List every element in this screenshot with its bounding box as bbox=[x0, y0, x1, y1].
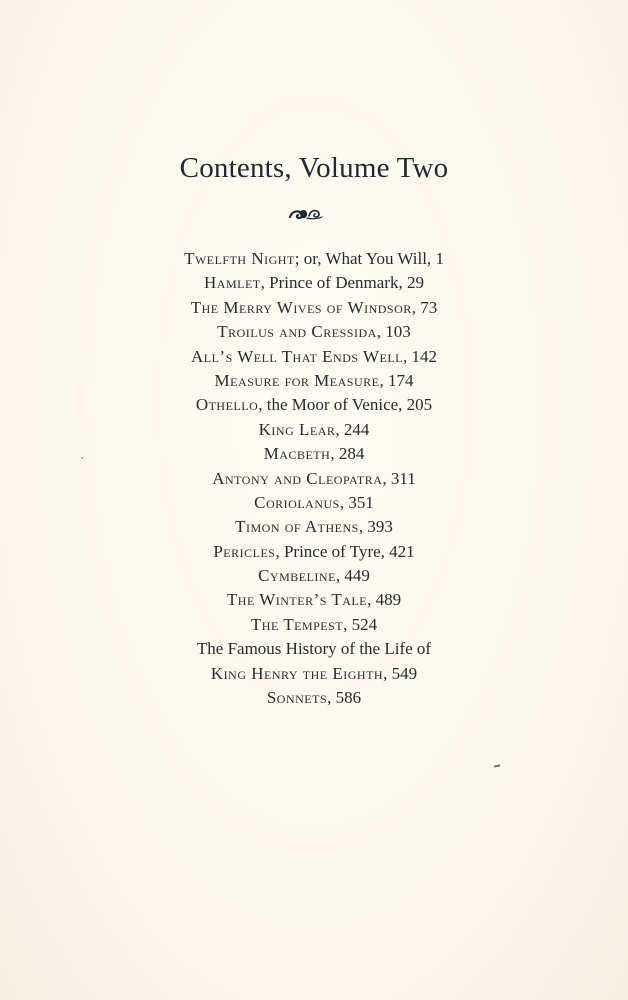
toc-entry-text bbox=[264, 442, 365, 466]
toc-entry bbox=[0, 613, 628, 637]
toc-entry-text bbox=[211, 662, 417, 686]
toc-play-title: King Lear bbox=[258, 419, 336, 439]
toc-title-continuation: , Prince of Denmark, bbox=[260, 273, 407, 293]
toc-title-continuation: ; or, What You Will, bbox=[294, 249, 436, 268]
toc-title-continuation: The Famous History of the Life of bbox=[196, 639, 432, 659]
toc-title-continuation: , bbox=[358, 517, 368, 537]
paper-speck bbox=[81, 457, 83, 459]
toc-title-continuation: , bbox=[376, 322, 386, 342]
toc-entry-text bbox=[258, 564, 370, 588]
toc-page-number: 103 bbox=[385, 322, 411, 342]
toc-title-continuation: , bbox=[339, 492, 349, 512]
toc-title-continuation: , bbox=[383, 663, 392, 683]
toc-page-number: 174 bbox=[387, 370, 414, 390]
toc-page-number: 1 bbox=[435, 249, 444, 268]
toc-entry bbox=[0, 345, 628, 369]
toc-entry bbox=[0, 271, 628, 295]
table-of-contents bbox=[0, 247, 628, 710]
paper-mark bbox=[494, 764, 500, 767]
toc-play-title: Measure for Measure bbox=[214, 370, 380, 390]
toc-entry-text bbox=[191, 296, 438, 320]
toc-play-title: Hamlet bbox=[204, 273, 261, 293]
toc-page-number: 586 bbox=[335, 688, 362, 708]
toc-entry-text bbox=[204, 271, 424, 295]
toc-entry bbox=[0, 369, 628, 393]
toc-page-number: 393 bbox=[367, 517, 393, 537]
toc-title-continuation: , bbox=[411, 297, 421, 317]
toc-page-number: 351 bbox=[348, 492, 374, 512]
toc-play-title: Pericles bbox=[213, 541, 276, 561]
toc-entry-text bbox=[251, 613, 377, 637]
toc-entry-text bbox=[184, 247, 444, 271]
toc-play-title: The Merry Wives of Windsor bbox=[190, 297, 412, 317]
toc-page-number: 449 bbox=[344, 566, 370, 586]
toc-page-number: 421 bbox=[389, 541, 415, 561]
toc-title-continuation: , bbox=[379, 370, 388, 390]
toc-play-title: Othello bbox=[195, 395, 259, 415]
toc-title-continuation: , bbox=[327, 688, 336, 708]
page-title: Contents, Volume Two bbox=[179, 152, 449, 184]
toc-page-number: 244 bbox=[343, 419, 370, 439]
toc-entry bbox=[0, 442, 628, 466]
toc-play-title: Antony and Cleopatra bbox=[212, 468, 383, 488]
toc-entry-text bbox=[235, 515, 393, 539]
toc-play-title: The Tempest bbox=[250, 614, 344, 634]
toc-entry-text bbox=[215, 369, 414, 393]
toc-page-number: 524 bbox=[351, 614, 378, 634]
toc-title-continuation: , bbox=[403, 346, 412, 366]
toc-entry-text bbox=[227, 588, 401, 612]
toc-entry bbox=[0, 662, 628, 686]
toc-page-number: 311 bbox=[390, 468, 416, 488]
toc-title-continuation: , bbox=[343, 614, 352, 634]
toc-play-title: Timon of Athens bbox=[235, 517, 359, 537]
toc-entry bbox=[0, 515, 628, 539]
toc-entry-text bbox=[213, 540, 414, 564]
toc-play-title: King Henry the Eighth bbox=[210, 663, 384, 683]
toc-play-title: Cymbeline bbox=[258, 566, 336, 586]
toc-play-title: Troilus and Cressida bbox=[217, 322, 377, 342]
toc-entry-text bbox=[254, 491, 374, 515]
toc-entry bbox=[0, 588, 628, 612]
toc-entry bbox=[0, 540, 628, 564]
toc-play-title: Twelfth Night bbox=[184, 249, 295, 268]
toc-entry bbox=[0, 247, 628, 271]
toc-entry bbox=[0, 418, 628, 442]
toc-entry-text bbox=[267, 686, 361, 710]
toc-play-title: All’s Well That Ends Well bbox=[190, 346, 404, 366]
toc-entry bbox=[0, 491, 628, 515]
fleuron-ornament-icon bbox=[288, 206, 324, 222]
toc-page-number: 73 bbox=[420, 297, 438, 317]
toc-entry-text bbox=[197, 637, 431, 661]
toc-page-number: 29 bbox=[406, 273, 424, 293]
toc-page-number: 205 bbox=[406, 395, 433, 415]
toc-entry bbox=[0, 296, 628, 320]
toc-entry bbox=[0, 637, 628, 661]
toc-page-number: 142 bbox=[411, 346, 438, 366]
toc-entry-text bbox=[259, 418, 370, 442]
toc-play-title: Macbeth bbox=[263, 444, 331, 464]
toc-entry bbox=[0, 564, 628, 588]
toc-page-number: 284 bbox=[338, 444, 365, 464]
toc-entry bbox=[0, 320, 628, 344]
toc-entry-text bbox=[196, 393, 432, 417]
toc-entry-text bbox=[212, 467, 416, 491]
toc-title-continuation: , the Moor of Venice, bbox=[258, 395, 407, 415]
toc-entry bbox=[0, 686, 628, 710]
toc-entry-text bbox=[191, 345, 437, 369]
toc-title-continuation: , bbox=[330, 444, 339, 464]
toc-page-number: 489 bbox=[375, 590, 402, 610]
toc-entry bbox=[0, 467, 628, 491]
toc-play-title: Coriolanus bbox=[254, 492, 340, 512]
toc-title-continuation: , bbox=[367, 590, 376, 610]
toc-title-continuation: , bbox=[335, 566, 345, 586]
toc-title-continuation: , bbox=[382, 468, 391, 488]
toc-entry-text bbox=[217, 320, 411, 344]
toc-play-title: Sonnets bbox=[266, 688, 328, 708]
toc-title-continuation: , Prince of Tyre, bbox=[275, 541, 390, 561]
toc-entry bbox=[0, 393, 628, 417]
toc-page-number: 549 bbox=[391, 663, 418, 683]
toc-title-continuation: , bbox=[335, 419, 344, 439]
toc-play-title: The Winter’s Tale bbox=[226, 590, 368, 610]
